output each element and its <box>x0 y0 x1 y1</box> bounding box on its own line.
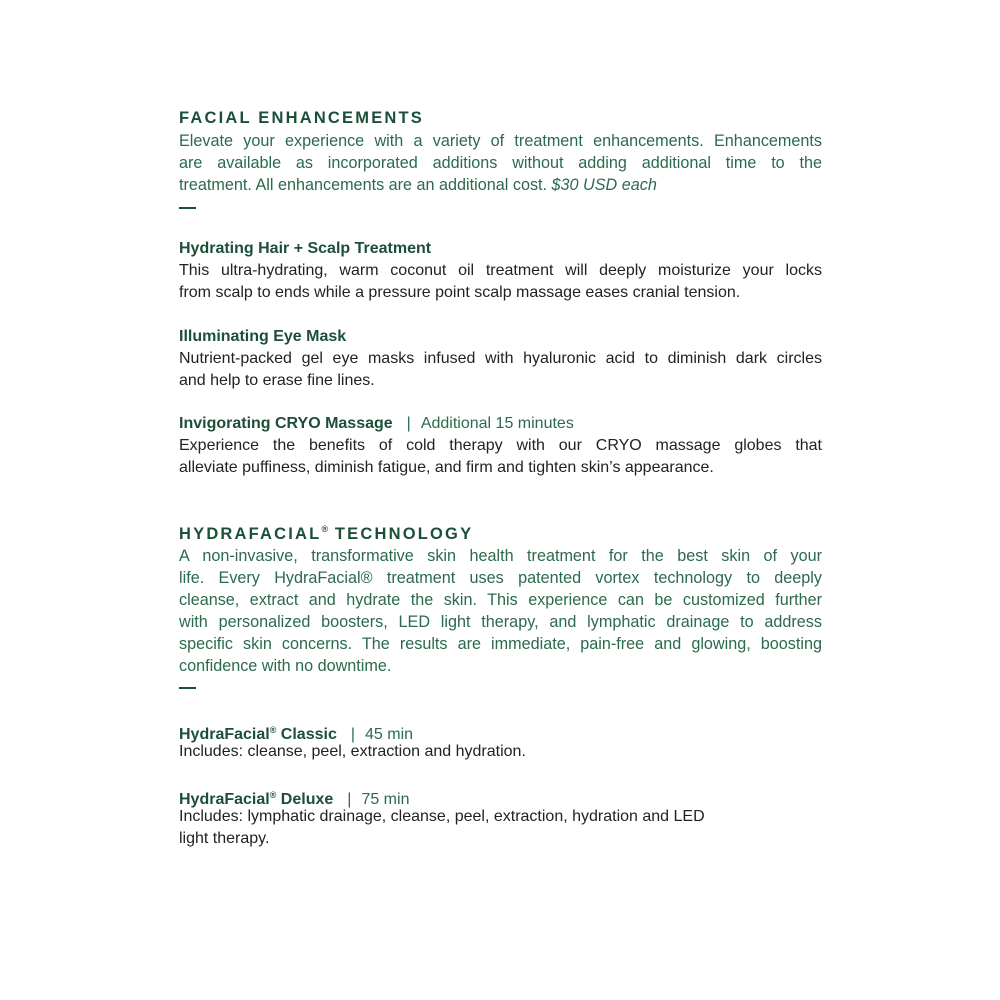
desc-line: This ultra-hydrating, warm coconut oil treatment will deeply moisturize your locks <box>179 262 822 279</box>
registered-mark: ® <box>269 790 277 800</box>
item-separator: | <box>347 791 352 808</box>
item-header-eye-mask <box>179 326 346 348</box>
item-name-rest: Deluxe <box>276 791 334 808</box>
item-duration: 75 min <box>361 791 410 808</box>
item-description-hydrafacial-classic <box>179 741 822 763</box>
section-intro-hydrafacial <box>179 545 822 677</box>
item-name: Invigorating CRYO Massage <box>179 415 393 432</box>
intro-line: life. Every HydraFacial® treatment uses patented vortex technology to deeply <box>179 569 822 587</box>
desc-line: Nutrient-packed gel eye masks infused with hyaluronic acid to diminish dark circles <box>179 350 822 367</box>
intro-line: specific skin concerns. The results are immediate, pain-free and glowing, boosting <box>179 635 822 653</box>
item-name-text: HydraFacial <box>179 791 270 808</box>
registered-mark: ® <box>269 725 277 735</box>
item-separator: | <box>406 415 411 432</box>
desc-line: Experience the benefits of cold therapy with our CRYO massage globes that <box>179 437 822 454</box>
item-description-hair-scalp <box>179 260 822 304</box>
intro-line: are available as incorporated additions without adding additional time to the <box>179 154 822 172</box>
item-duration: 45 min <box>365 726 414 743</box>
desc-line: Includes: lymphatic drainage, cleanse, peel, extraction, hydration and LED <box>179 808 705 825</box>
desc-line: alleviate puffiness, diminish fatigue, and firm and tighten skin’s appearance. <box>179 459 714 476</box>
intro-line: cleanse, extract and hydrate the skin. This experience can be customized further <box>179 591 822 609</box>
desc-line: from scalp to ends while a pressure point scalp massage eases cranial tension. <box>179 284 741 301</box>
item-description-hydrafacial-deluxe <box>179 806 759 850</box>
section-title-rest: TECHNOLOGY <box>328 525 474 543</box>
item-description-eye-mask <box>179 348 822 392</box>
item-name: Illuminating Eye Mask <box>179 328 347 345</box>
intro-line: confidence with no downtime. <box>179 657 392 675</box>
registered-mark: ® <box>321 524 329 534</box>
desc-line: light therapy. <box>179 830 270 847</box>
intro-line-last <box>179 174 822 196</box>
section-title-hydrafacial <box>179 524 473 544</box>
section-divider <box>179 687 196 689</box>
item-duration: Additional 15 minutes <box>420 415 574 432</box>
intro-line: Elevate your experience with a variety of treatment enhancements. Enhancements <box>179 132 822 150</box>
section-title-text: FACIAL ENHANCEMENTS <box>179 109 425 127</box>
section-intro-facial-enhancements <box>179 130 822 196</box>
desc-line: and help to erase fine lines. <box>179 372 375 389</box>
section-title-facial-enhancements <box>179 109 424 128</box>
item-name-rest: Classic <box>276 726 337 743</box>
item-name-text: HydraFacial <box>179 726 270 743</box>
intro-line: A non-invasive, transformative skin health treatment for the best skin of your <box>179 547 822 565</box>
item-name: Hydrating Hair + Scalp Treatment <box>179 240 432 257</box>
item-header-cryo-massage <box>179 413 574 435</box>
section-title-text: HYDRAFACIAL <box>179 525 322 543</box>
item-separator: | <box>350 726 355 743</box>
intro-line: treatment. All enhancements are an additional cost. <box>179 176 548 194</box>
desc-line: Includes: cleanse, peel, extraction and hydration. <box>179 743 526 760</box>
item-description-cryo-massage <box>179 435 822 479</box>
item-header-hair-scalp <box>179 238 431 260</box>
enhancement-price: $30 USD each <box>551 176 657 194</box>
section-divider <box>179 207 196 209</box>
intro-line: with personalized boosters, LED light therapy, and lymphatic drainage to address <box>179 613 822 631</box>
